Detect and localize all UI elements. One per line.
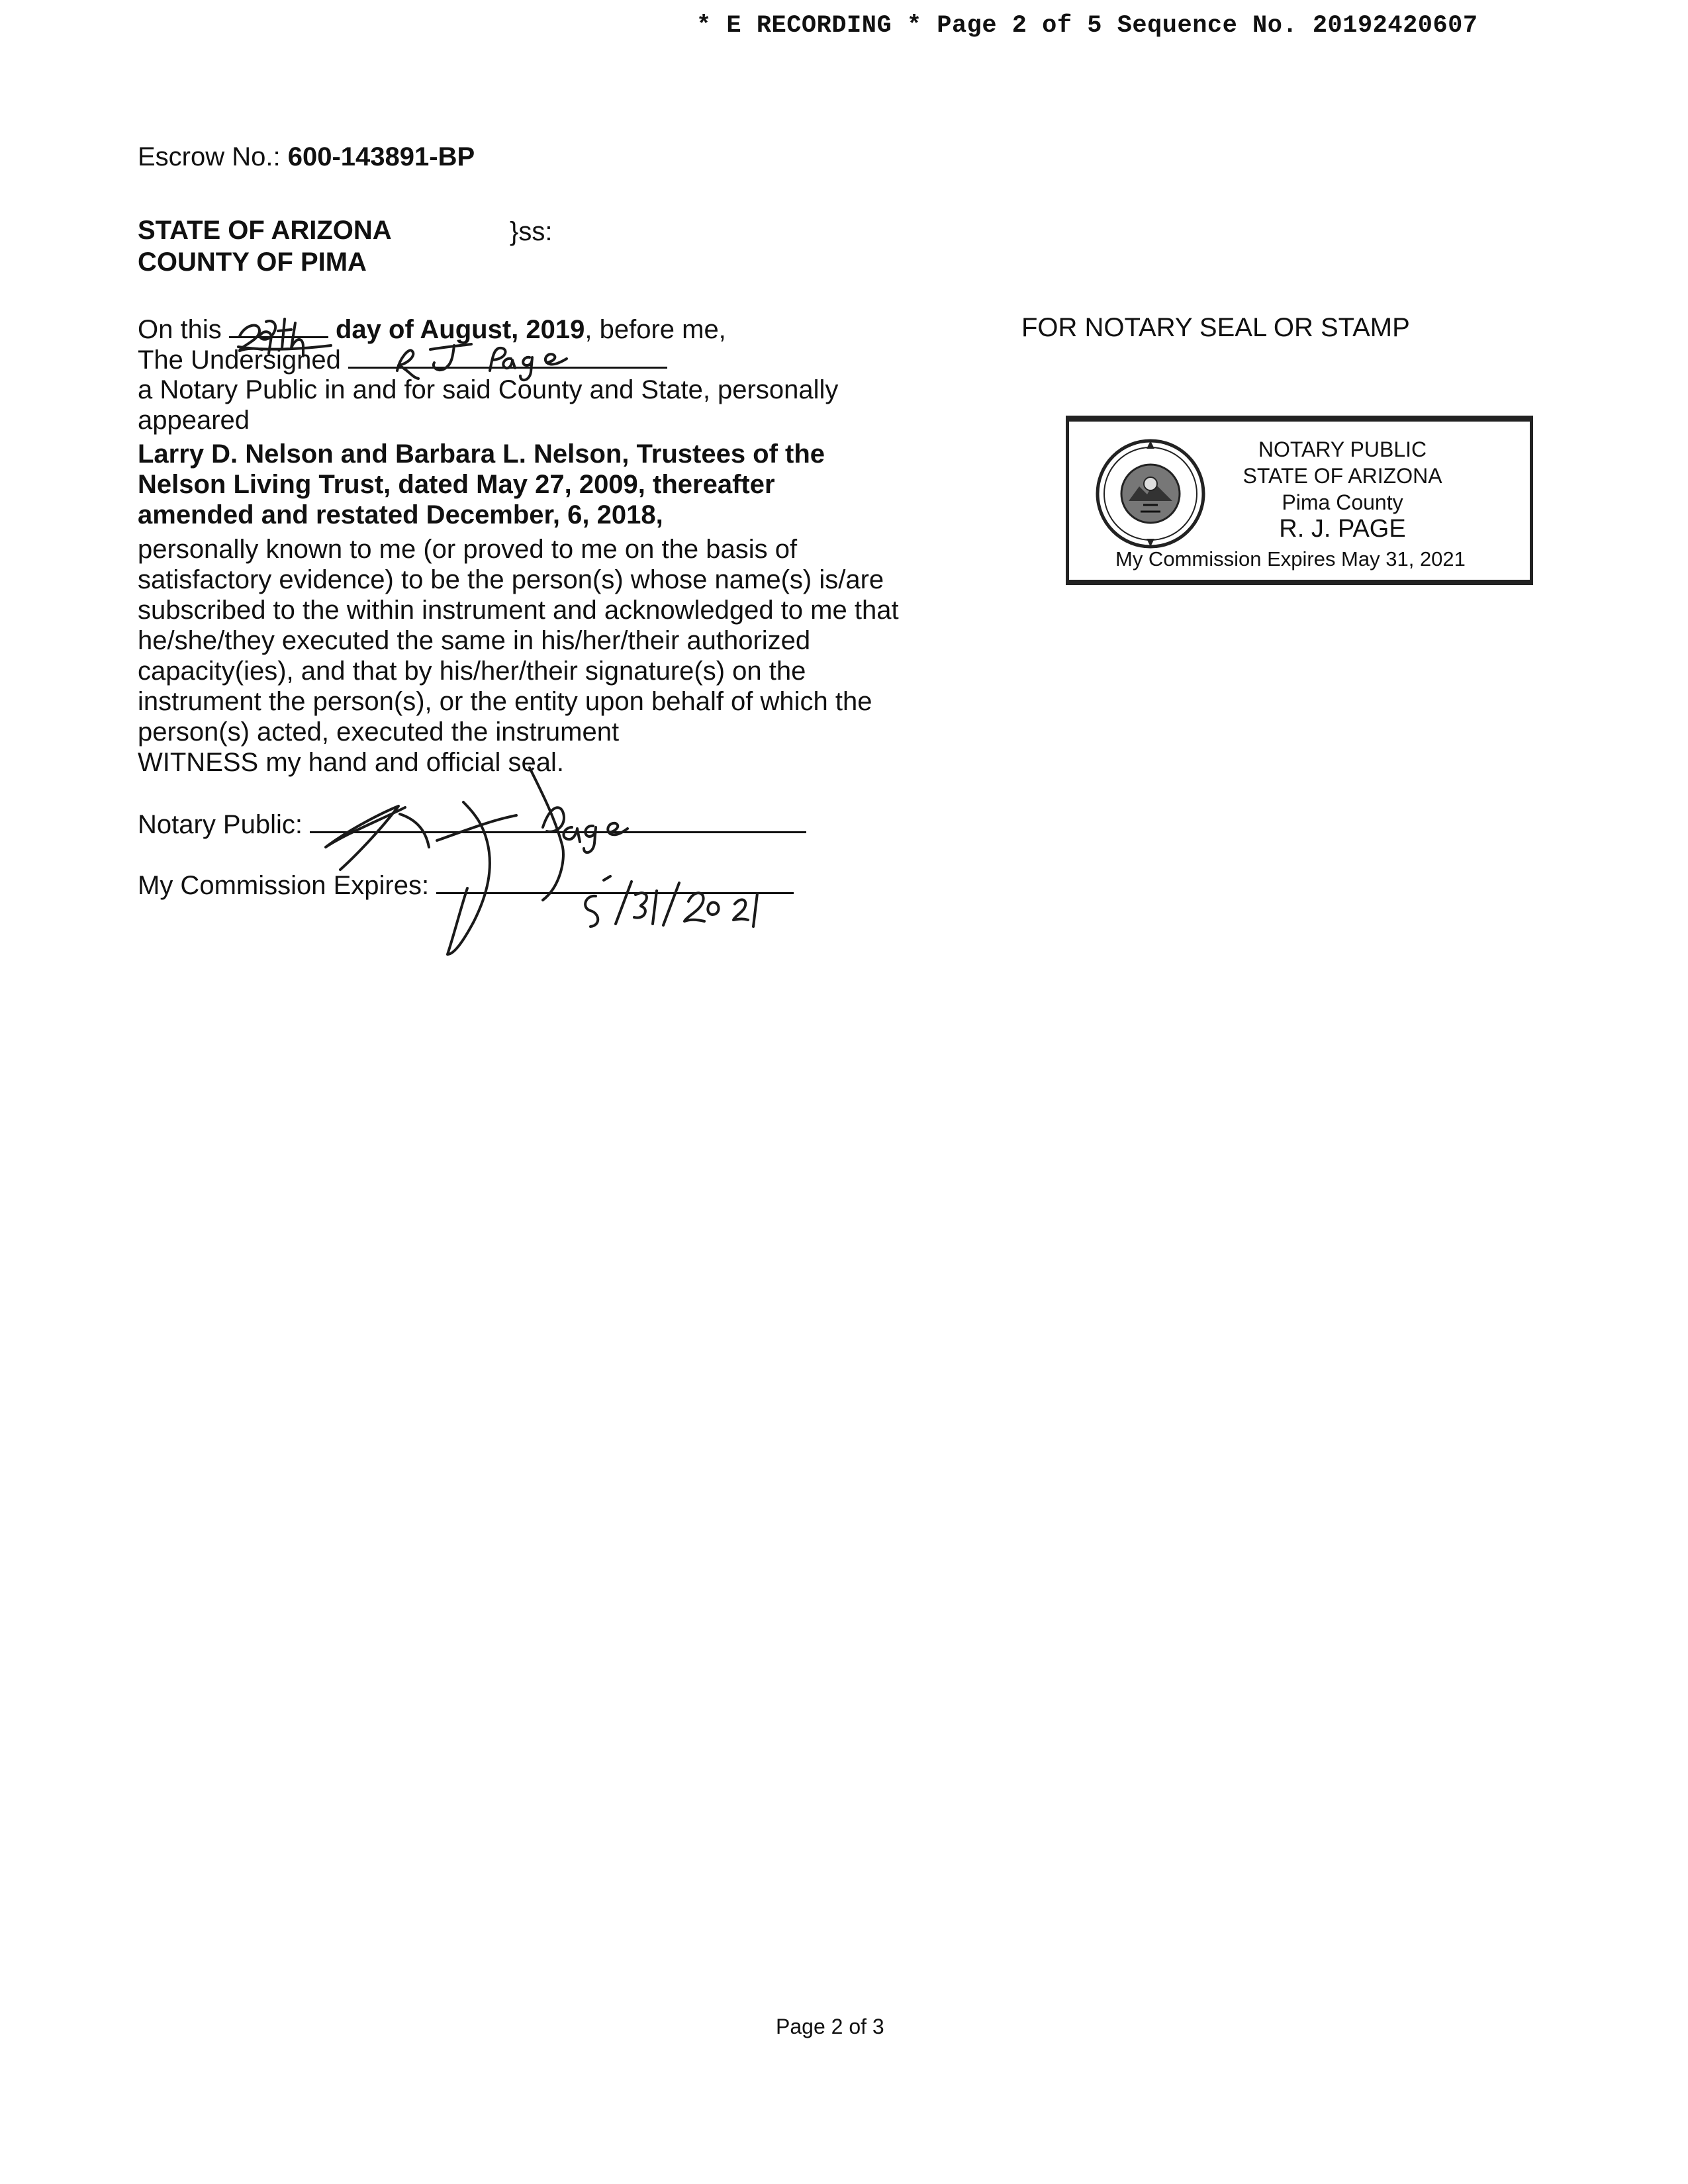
ack-date-line <box>138 314 726 345</box>
day-of-text: day of August, 2019 <box>335 315 585 344</box>
parties-line-2: Nelson Living Trust, dated May 27, 2009, thereafter <box>138 470 775 499</box>
escrow-label: Escrow No.: <box>138 142 281 171</box>
commission-line <box>138 870 794 901</box>
day-blank <box>229 314 328 338</box>
body-line-3: subscribed to the within instrument and acknowledged to me that <box>138 596 899 625</box>
notary-signature-handwriting <box>326 768 628 954</box>
parties-line-3: amended and restated December, 6, 2018, <box>138 500 663 529</box>
notary-stamp <box>1066 416 1533 585</box>
before-me-text: , before me, <box>585 315 726 344</box>
body-line-2: satisfactory evidence) to be the person(s) whose name(s) is/are <box>138 565 884 594</box>
body-line-6: instrument the person(s), or the entity upon behalf of which the <box>138 687 872 716</box>
venue-county: COUNTY OF PIMA <box>138 248 367 277</box>
undersigned-blank <box>348 344 667 369</box>
body-line-1: personally known to me (or proved to me on the basis of <box>138 535 798 564</box>
notary-line: a Notary Public in and for said County and State, personally <box>138 375 839 404</box>
commission-label: My Commission Expires: <box>138 871 430 900</box>
stamp-line-2: STATE OF ARIZONA <box>1243 464 1442 488</box>
undersigned-line <box>138 344 667 375</box>
venue-state: STATE OF ARIZONA <box>138 216 392 245</box>
escrow-line <box>138 142 475 172</box>
undersigned-label: The Undersigned <box>138 345 341 375</box>
stamp-expiry: My Commission Expires May 31, 2021 <box>1115 547 1466 570</box>
stamp-notary-name: R. J. PAGE <box>1279 515 1406 543</box>
seal-area-heading: FOR NOTARY SEAL OR STAMP <box>1021 313 1410 342</box>
stamp-line-1: NOTARY PUBLIC <box>1258 437 1427 461</box>
escrow-number: 600-143891-BP <box>287 142 475 171</box>
stamp-text <box>1162 436 1523 542</box>
commission-blank <box>436 870 794 894</box>
body-line-7: person(s) acted, executed the instrument <box>138 717 620 747</box>
notary-public-label: Notary Public: <box>138 810 303 839</box>
recording-header: * E RECORDING * Page 2 of 5 Sequence No. 20192420607 <box>696 12 1478 40</box>
witness-line: WITNESS my hand and official seal. <box>138 748 564 777</box>
notary-signature-blank <box>310 809 806 833</box>
appeared-line: appeared <box>138 406 250 435</box>
venue-ss: }ss: <box>510 217 553 246</box>
notary-signature-line <box>138 809 806 840</box>
stamp-line-3: Pima County <box>1282 490 1403 514</box>
body-line-4: he/she/they executed the same in his/her/their authorized <box>138 626 811 655</box>
page-footer: Page 2 of 3 <box>776 2015 884 2038</box>
on-this-text: On this <box>138 315 222 344</box>
parties-line-1: Larry D. Nelson and Barbara L. Nelson, Trustees of the <box>138 439 825 469</box>
body-line-5: capacity(ies), and that by his/her/their signature(s) on the <box>138 657 806 686</box>
